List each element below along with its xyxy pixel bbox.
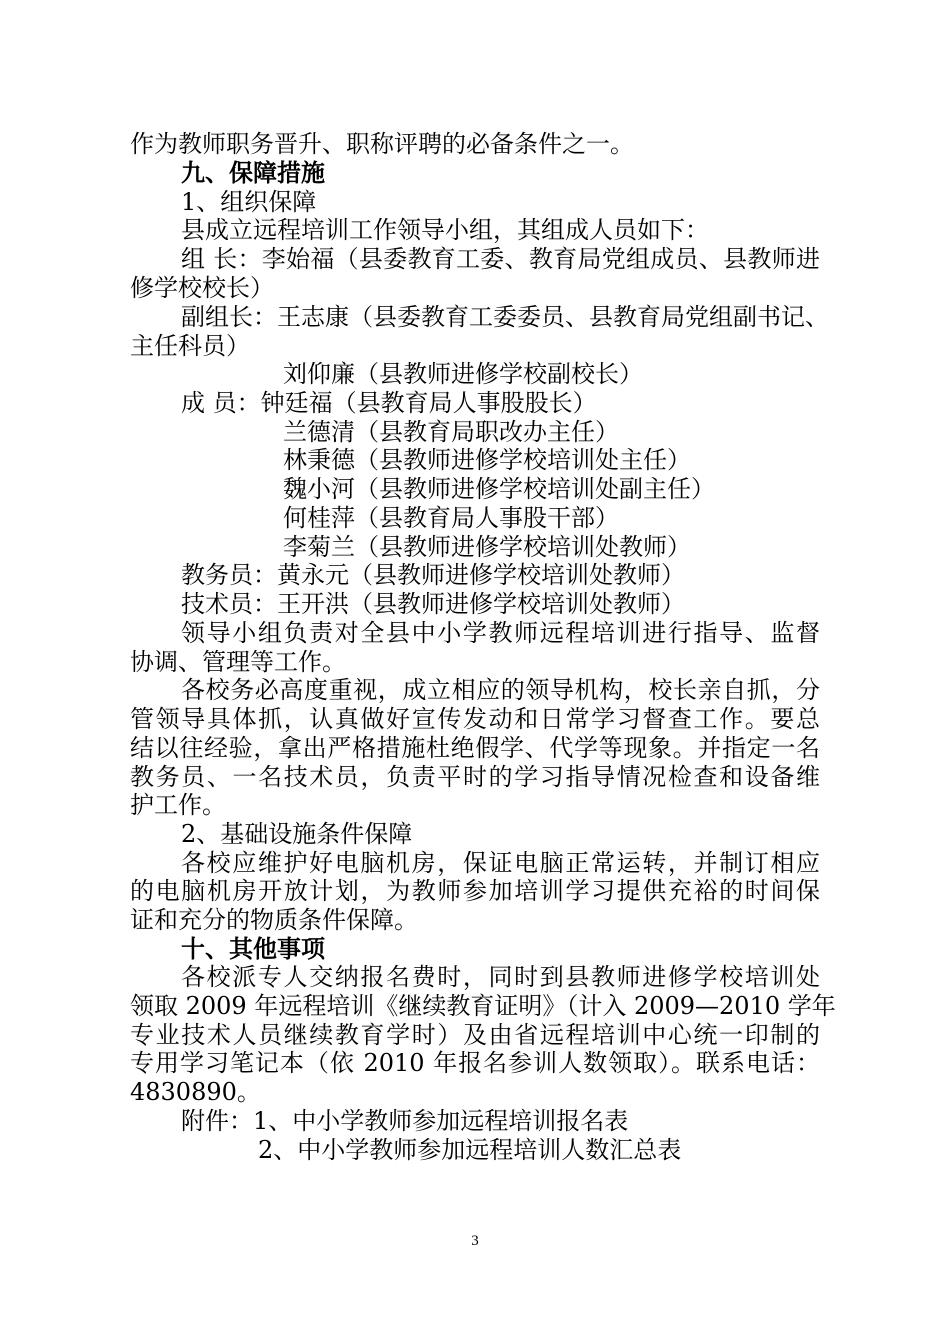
- body-text-line: 管领导具体抓，认真做好宣传发动和日常学习督查工作。要总: [130, 705, 820, 733]
- member-line: 兰德清（县教育局职改办主任）: [283, 418, 619, 446]
- body-text-line: 各校务必高度重视，成立相应的领导机构，校长亲自抓，分: [181, 676, 820, 704]
- member-line: 林秉德（县教师进修学校培训处主任）: [283, 446, 691, 474]
- attachment-line: 2、中小学教师参加远程培训人数汇总表: [258, 1136, 682, 1164]
- member-line: 成 员：钟廷福（县教育局人事股股长）: [181, 389, 597, 417]
- subsection-heading: 1、组织保障: [181, 188, 317, 216]
- body-text-line: 的电脑机房开放计划，为教师参加培训学习提供充裕的时间保: [130, 877, 820, 905]
- body-text-line: 组 长：李始福（县委教育工委、教育局党组成员、县教师进: [181, 245, 820, 273]
- body-text-line: 领导小组负责对全县中小学教师远程培训进行指导、监督: [181, 619, 820, 647]
- member-line: 何桂萍（县教育局人事股干部）: [283, 504, 619, 532]
- body-text-line: 专业技术人员继续教育学时）及由省远程培训中心统一印制的: [130, 1021, 820, 1049]
- body-text-line: 副组长：王志康（县委教育工委委员、县教育局党组副书记、: [181, 303, 829, 331]
- body-text-line: 县成立远程培训工作领导小组，其组成人员如下：: [181, 216, 709, 244]
- body-text-line: 专用学习笔记本（依 2010 年报名参训人数领取）。联系电话：: [130, 1049, 820, 1077]
- subsection-heading: 2、基础设施条件保障: [181, 820, 413, 848]
- body-text-line: 各校派专人交纳报名费时，同时到县教师进修学校培训处: [181, 963, 820, 991]
- member-line: 教务员：黄永元（县教师进修学校培训处教师）: [181, 561, 685, 589]
- body-text-line: 证和充分的物质条件保障。: [130, 906, 418, 934]
- section-heading: 九、保障措施: [181, 158, 325, 187]
- body-text-line: 修学校校长）: [130, 274, 274, 302]
- body-text-line: 领取 2009 年远程培训《继续教育证明》（计入 2009—2010 学年: [130, 992, 836, 1020]
- body-text-line: 4830890。: [130, 1078, 261, 1106]
- body-text-line: 主任科员）: [130, 332, 250, 360]
- body-text-line: 各校应维护好电脑机房，保证电脑正常运转，并制订相应: [181, 849, 820, 877]
- body-text-line: 护工作。: [130, 791, 226, 819]
- page-number: 3: [471, 1233, 479, 1249]
- body-text-line: 教务员、一名技术员，负责平时的学习指导情况检查和设备维: [130, 763, 820, 791]
- attachment-line: 附件：1、中小学教师参加远程培训报名表: [181, 1107, 629, 1135]
- section-heading: 十、其他事项: [181, 934, 325, 963]
- member-line: 魏小河（县教师进修学校培训处副主任）: [283, 475, 715, 503]
- body-text-line: 结以往经验，拿出严格措施杜绝假学、代学等现象。并指定一名: [130, 734, 820, 762]
- member-line: 李菊兰（县教师进修学校培训处教师）: [283, 533, 691, 561]
- member-line: 刘仰廉（县教师进修学校副校长）: [283, 360, 643, 388]
- member-line: 技术员：王开洪（县教师进修学校培训处教师）: [181, 590, 685, 618]
- body-text-line: 作为教师职务晋升、职称评聘的必备条件之一。: [130, 130, 634, 158]
- body-text-line: 协调、管理等工作。: [130, 648, 346, 676]
